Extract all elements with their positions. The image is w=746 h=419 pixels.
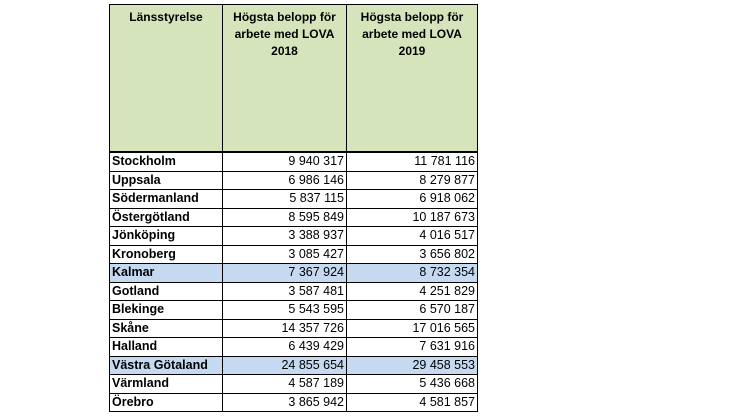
row-2019-cell: 17 016 565: [347, 319, 478, 338]
row-2019-cell: 8 732 354: [347, 264, 478, 283]
row-name-cell: Västra Götaland: [110, 356, 223, 375]
row-2018-cell: 3 865 942: [223, 393, 347, 412]
row-name-cell: Gotland: [110, 282, 223, 301]
row-name-cell: Stockholm: [110, 152, 223, 171]
row-2018-cell: 5 837 115: [223, 190, 347, 209]
row-name-cell: Södermanland: [110, 190, 223, 209]
table-row: [110, 245, 478, 264]
row-2019-cell: 4 016 517: [347, 227, 478, 246]
row-2018-cell: 4 587 189: [223, 375, 347, 394]
row-2018-cell: 14 357 726: [223, 319, 347, 338]
table-row: [110, 152, 478, 171]
row-2019-cell: 4 581 857: [347, 393, 478, 412]
row-2018-cell: 3 587 481: [223, 282, 347, 301]
table-row: [110, 264, 478, 283]
row-2019-cell: 6 570 187: [347, 301, 478, 320]
row-2019-cell: 5 436 668: [347, 375, 478, 394]
row-2018-cell: 3 085 427: [223, 245, 347, 264]
table-row: [110, 393, 478, 412]
row-2018-cell: 6 439 429: [223, 338, 347, 357]
row-2019-cell: 4 251 829: [347, 282, 478, 301]
table-row: [110, 338, 478, 357]
table-row: [110, 190, 478, 209]
row-2019-cell: 6 918 062: [347, 190, 478, 209]
row-name-cell: Blekinge: [110, 301, 223, 320]
table-row: [110, 227, 478, 246]
header-belopp-2018: Högsta belopp för arbete med LOVA 2018: [223, 5, 347, 153]
row-name-cell: Örebro: [110, 393, 223, 412]
table-row: [110, 375, 478, 394]
row-2018-cell: 3 388 937: [223, 227, 347, 246]
lova-table-container: [109, 4, 477, 412]
row-2018-cell: 6 986 146: [223, 171, 347, 190]
row-2019-cell: 10 187 673: [347, 208, 478, 227]
table-row: [110, 319, 478, 338]
header-lansstyrelse: Länsstyrelse: [110, 5, 223, 153]
row-name-cell: Östergötland: [110, 208, 223, 227]
table-row: [110, 356, 478, 375]
row-2018-cell: 7 367 924: [223, 264, 347, 283]
row-name-cell: Kronoberg: [110, 245, 223, 264]
row-2019-cell: 11 781 116: [347, 152, 478, 171]
row-name-cell: Skåne: [110, 319, 223, 338]
table-row: [110, 208, 478, 227]
row-name-cell: Jönköping: [110, 227, 223, 246]
row-name-cell: Halland: [110, 338, 223, 357]
row-name-cell: Värmland: [110, 375, 223, 394]
row-2019-cell: 29 458 553: [347, 356, 478, 375]
header-belopp-2019: Högsta belopp för arbete med LOVA 2019: [347, 5, 478, 153]
lova-table: [109, 4, 478, 412]
row-2019-cell: 7 631 916: [347, 338, 478, 357]
table-row: [110, 171, 478, 190]
table-row: [110, 301, 478, 320]
table-row: [110, 282, 478, 301]
row-2018-cell: 8 595 849: [223, 208, 347, 227]
row-2018-cell: 9 940 317: [223, 152, 347, 171]
row-2018-cell: 5 543 595: [223, 301, 347, 320]
row-name-cell: Uppsala: [110, 171, 223, 190]
row-2019-cell: 3 656 802: [347, 245, 478, 264]
header-row: [110, 5, 478, 153]
row-2018-cell: 24 855 654: [223, 356, 347, 375]
row-2019-cell: 8 279 877: [347, 171, 478, 190]
row-name-cell: Kalmar: [110, 264, 223, 283]
table-body: [110, 152, 478, 412]
